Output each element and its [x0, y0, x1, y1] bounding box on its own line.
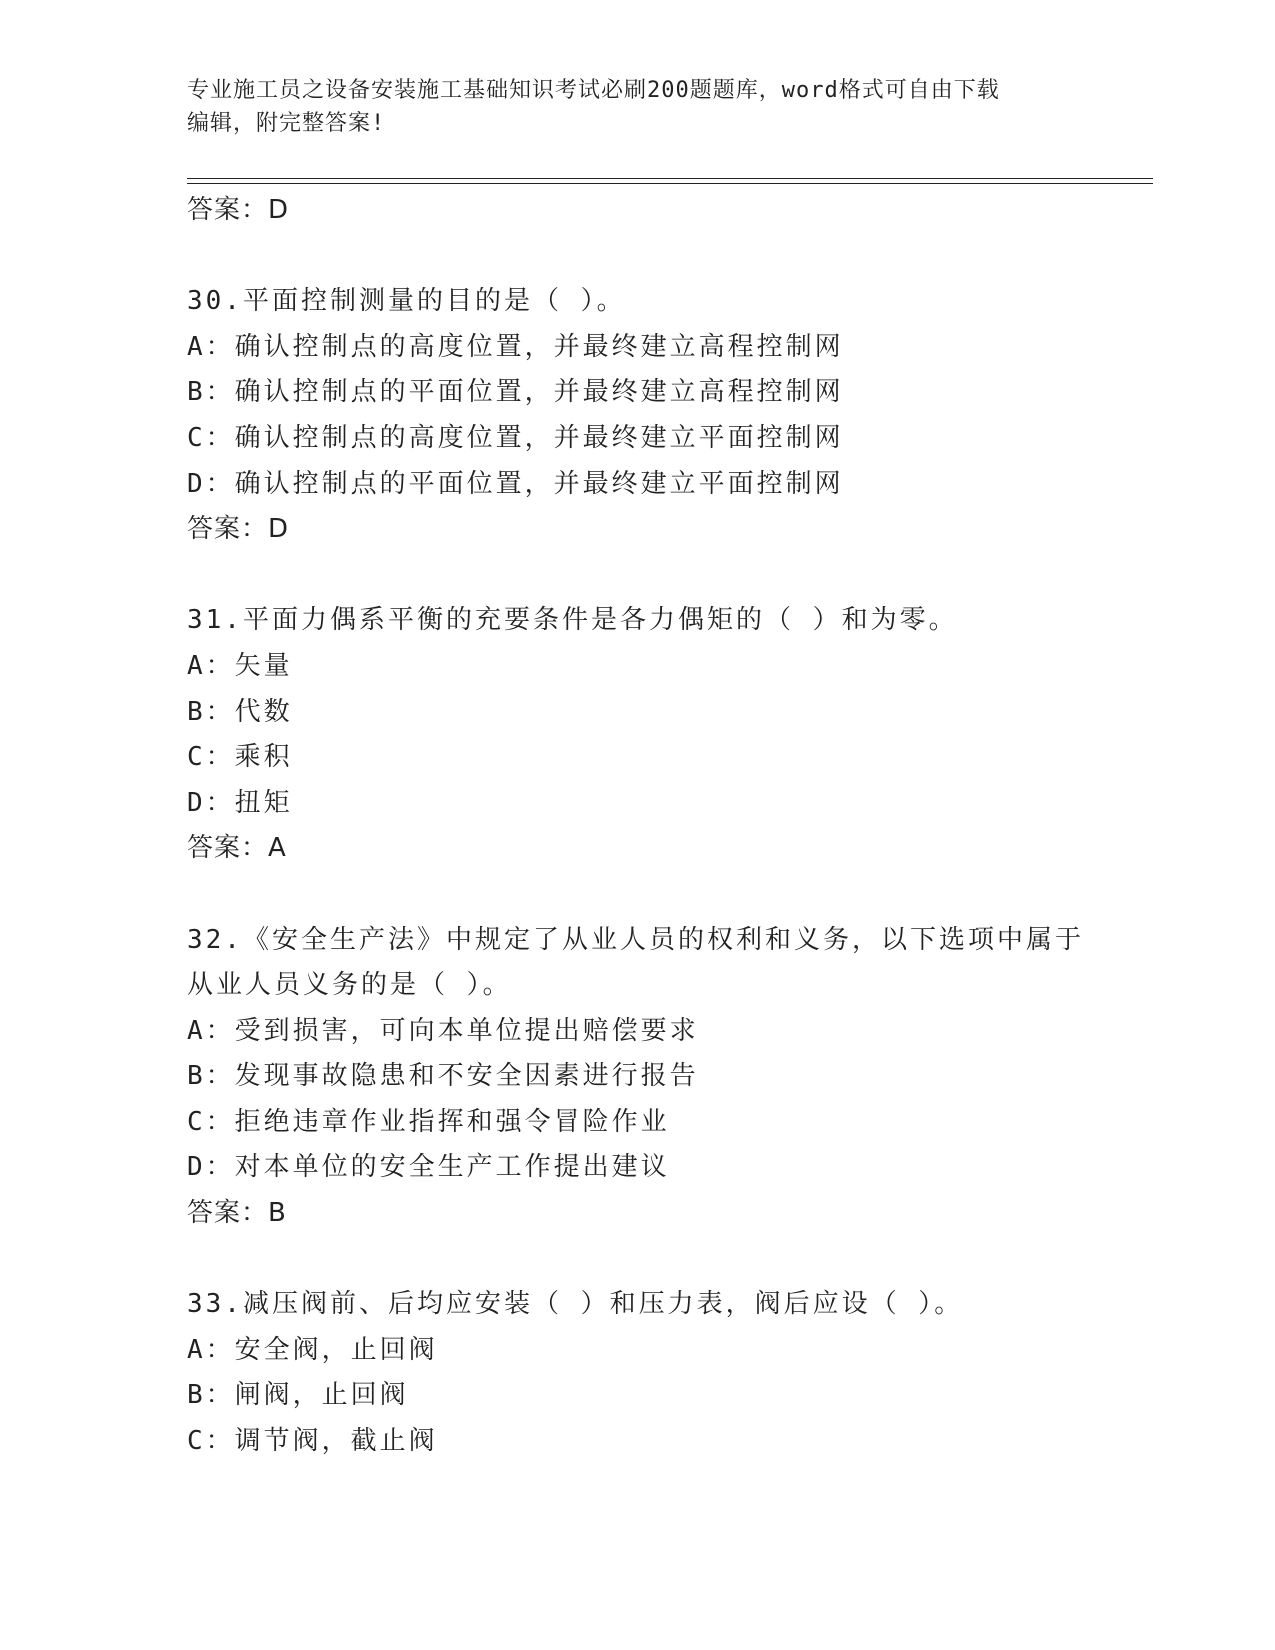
- option-c: C：拒绝违章作业指挥和强令冒险作业: [187, 1106, 670, 1137]
- question-stem: 30.平面控制测量的目的是（ ）。: [187, 286, 626, 317]
- question-33: [187, 1282, 1087, 1464]
- question-31: [187, 598, 1087, 872]
- option-a: A：安全阀，止回阀: [187, 1334, 438, 1365]
- question-list: [187, 188, 1087, 1465]
- spacer: [187, 234, 1087, 280]
- document-header: [187, 74, 1087, 140]
- option-d: D：对本单位的安全生产工作提出建议: [187, 1152, 670, 1183]
- option-a: A：确认控制点的高度位置，并最终建立高程控制网: [187, 331, 844, 362]
- question-stem: 31.平面力偶系平衡的充要条件是各力偶矩的（ ）和为零。: [187, 605, 958, 636]
- header-line-2: 编辑，附完整答案!: [187, 111, 386, 136]
- question-30: [187, 279, 1087, 553]
- option-c: C：乘积: [187, 742, 293, 773]
- question-stem: 33.减压阀前、后均应安装（ ）和压力表，阀后应设（ ）。: [187, 1289, 964, 1320]
- previous-answer: 答案：D: [187, 195, 290, 225]
- option-a: A：受到损害，可向本单位提出赔偿要求: [187, 1015, 699, 1046]
- option-d: D：确认控制点的平面位置，并最终建立平面控制网: [187, 468, 844, 499]
- question-stem-line-1: 32.《安全生产法》中规定了从业人员的权利和义务，以下选项中属于: [187, 924, 1084, 955]
- header-divider-top: [187, 178, 1153, 179]
- question-stem-line-2: 从业人员义务的是（ ）。: [187, 970, 512, 1001]
- header-divider-bottom: [187, 183, 1153, 184]
- option-b: B：发现事故隐患和不安全因素进行报告: [187, 1061, 699, 1092]
- option-b: B：确认控制点的平面位置，并最终建立高程控制网: [187, 377, 844, 408]
- option-d: D：扭矩: [187, 787, 293, 818]
- answer: 答案：B: [187, 1198, 287, 1229]
- option-b: B：代数: [187, 696, 293, 727]
- spacer: [187, 553, 1087, 599]
- answer: 答案：A: [187, 833, 287, 864]
- question-32: [187, 918, 1087, 1237]
- spacer: [187, 1237, 1087, 1283]
- option-c: C：调节阀，截止阀: [187, 1426, 438, 1457]
- spacer: [187, 872, 1087, 918]
- option-a: A：矢量: [187, 650, 293, 681]
- option-c: C：确认控制点的高度位置，并最终建立平面控制网: [187, 422, 844, 453]
- header-line-1: 专业施工员之设备安装施工基础知识考试必刷200题题库，word格式可自由下载: [187, 78, 1000, 103]
- answer: 答案：D: [187, 514, 290, 545]
- option-b: B：闸阀，止回阀: [187, 1380, 409, 1411]
